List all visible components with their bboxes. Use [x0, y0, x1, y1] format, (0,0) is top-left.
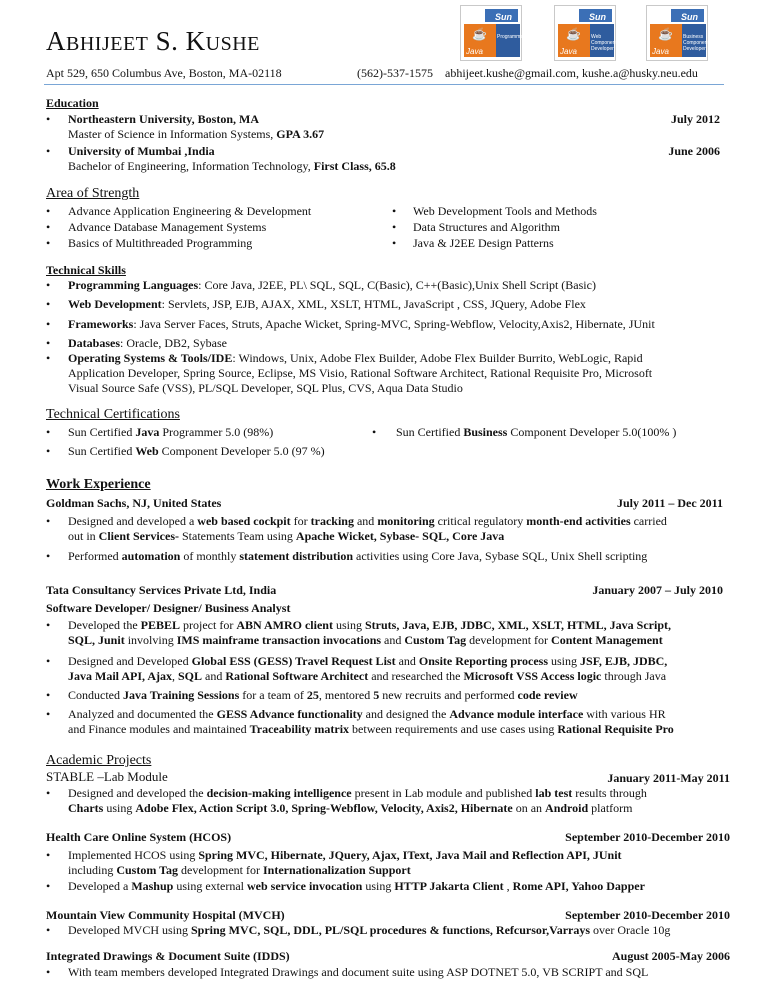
education-heading: Education — [46, 96, 99, 110]
bullet: • — [46, 336, 51, 350]
mvch-bullet: Developed MVCH using Spring MVC, SQL, DDL, PL/SQL procedures & functions, Refcursor,Varrays over Oracle 10g — [68, 923, 671, 937]
idds-date: August 2005-May 2006 — [611, 949, 730, 963]
edu-date-1: July 2012 — [670, 112, 720, 126]
bullet: • — [46, 297, 51, 311]
mvch-title: Mountain View Community Hospital (MVCH) — [46, 908, 285, 922]
skill-os-tools-line3: Visual Source Safe (VSS), PL/SQL Developer, SQL Plus, CVS, Aqua Data Studio — [68, 381, 463, 395]
sun-java-programmer-logo: ☕ Java Sun Programmer — [460, 5, 522, 61]
bullet: • — [46, 204, 51, 218]
bullet: • — [46, 236, 51, 250]
stable-date: January 2011-May 2011 — [607, 771, 730, 785]
bullet: • — [46, 707, 51, 721]
stable-bullet: Designed and developed the decision-making intelligence present in Lab module and published lab test results through — [68, 786, 647, 800]
strength-right-3: Java & J2EE Design Patterns — [413, 236, 554, 250]
certs-heading: Technical Certifications — [46, 407, 180, 422]
bullet: • — [392, 236, 397, 250]
bullet: • — [46, 112, 51, 126]
bullet: • — [46, 618, 51, 632]
bullet: • — [392, 220, 397, 234]
bullet: • — [46, 351, 51, 365]
gs-bullet-2: Performed automation of monthly statement distribution activities using Core Java, Sybase SQL, Unix Shell scripting — [68, 549, 648, 563]
tcs-date: January 2007 – July 2010 — [592, 583, 723, 597]
sun-java-web-component-logo: ☕ Java Sun Web Component Developer — [554, 5, 616, 61]
bullet: • — [46, 278, 51, 292]
address: Apt 529, 650 Columbus Ave, Boston, MA-02118 — [46, 66, 282, 80]
cert-java-programmer: Sun Certified Java Programmer 5.0 (98%) — [68, 425, 274, 439]
mvch-date: September 2010-December 2010 — [565, 908, 730, 922]
bullet: • — [392, 204, 397, 218]
java-cup-icon: ☕ — [566, 27, 581, 41]
strength-right-2: Data Structures and Algorithm — [413, 220, 560, 234]
email: abhijeet.kushe@gmail.com, kushe.a@husky.neu.edu — [445, 66, 698, 80]
bullet: • — [46, 549, 51, 563]
tcs-company: Tata Consultancy Services Private Ltd, India — [46, 583, 277, 597]
tcs-role: Software Developer/ Designer/ Business Analyst — [46, 601, 291, 615]
bullet: • — [46, 220, 51, 234]
bullet: • — [46, 786, 51, 800]
tcs-bullet-2: Designed and Developed Global ESS (GESS) Travel Request List and Onsite Reporting process using JSF, EJB, JDBC, — [68, 654, 668, 668]
bullet: • — [46, 144, 51, 158]
strength-left-3: Basics of Multithreaded Programming — [68, 236, 253, 250]
tcs-bullet-2-line2: Java Mail API, Ajax, SQL and Rational Software Architect and researched the Microsoft VSS Access logic through Java — [68, 669, 667, 683]
gs-date: July 2011 – Dec 2011 — [616, 496, 723, 510]
tcs-bullet-1-line2: SQL, Junit involving IMS mainframe transaction invocations and Custom Tag development for Content Management — [68, 633, 663, 647]
strength-left-2: Advance Database Management Systems — [68, 220, 267, 234]
strength-left-1: Advance Application Engineering & Development — [68, 204, 312, 218]
bullet: • — [46, 923, 51, 937]
strength-heading: Area of Strength — [46, 186, 140, 201]
skill-programming: Programming Languages: Core Java, J2EE, PL\ SQL, SQL, C(Basic), C++(Basic),Unix Shell Script (Basic) — [68, 278, 596, 292]
hcos-bullet-1: Implemented HCOS using Spring MVC, Hibernate, JQuery, Ajax, IText, Java Mail and Reflection API, JUnit — [68, 848, 622, 862]
skill-os-tools: Operating Systems & Tools/IDE: Windows, Unix, Adobe Flex Builder, Adobe Flex Builder Burrito, WebLogic, Rapid — [68, 351, 643, 365]
work-heading: Work Experience — [46, 477, 151, 492]
idds-title: Integrated Drawings & Document Suite (IDDS) — [46, 949, 290, 963]
stable-title: STABLE –Lab Module — [46, 769, 168, 784]
bullet: • — [46, 444, 51, 458]
tcs-bullet-1: Developed the PEBEL project for ABN AMRO client using Struts, Java, EJB, JDBC, XML, XSLT, HTML, Java Script, — [68, 618, 672, 632]
bullet: • — [372, 425, 377, 439]
bullet: • — [46, 879, 51, 893]
skill-os-tools-line2: Application Developer, Spring Source, Eclipse, MS Visio, Rational Software Architect, Rational Requisite Pro, Microsoft — [68, 366, 653, 380]
bullet: • — [46, 688, 51, 702]
gs-bullet-1: Designed and developed a web based cockpit for tracking and monitoring critical regulatory month-end activities carried — [68, 514, 667, 528]
bullet: • — [46, 965, 51, 979]
tcs-bullet-3: Conducted Java Training Sessions for a team of 25, mentored 5 new recruits and performed code review — [68, 688, 578, 702]
cert-web-component: Sun Certified Web Component Developer 5.0 (97 %) — [68, 444, 325, 458]
hcos-title: Health Care Online System (HCOS) — [46, 830, 232, 844]
idds-bullet: With team members developed Integrated Drawings and document suite using ASP DOTNET 5.0, VB SCRIPT and SQL — [68, 965, 649, 979]
hcos-bullet-1-line2: including Custom Tag development for Internationalization Support — [68, 863, 411, 877]
edu-school-1: Northeastern University, Boston, MA — [68, 112, 259, 126]
stable-bullet-line2: Charts using Adobe Flex, Action Script 3.0, Spring-Webflow, Velocity, Axis2, Hibernate on an Android platform — [68, 801, 633, 815]
bullet: • — [46, 425, 51, 439]
edu-date-2: June 2006 — [668, 144, 720, 158]
gs-company: Goldman Sachs, NJ, United States — [46, 496, 222, 510]
cert-business-component: Sun Certified Business Component Developer 5.0(100% ) — [396, 425, 677, 439]
edu-degree-2: Bachelor of Engineering, Information Technology, First Class, 65.8 — [68, 159, 396, 173]
skill-web: Web Development: Servlets, JSP, EJB, AJAX, XML, XSLT, HTML, JavaScript , CSS, JQuery, Adobe Flex — [68, 297, 586, 311]
header-divider — [44, 84, 724, 85]
resume-name: ABHIJEET S. KUSHE — [46, 26, 260, 56]
gs-bullet-1-line2: out in Client Services- Statements Team using Apache Wicket, Sybase- SQL, Core Java — [68, 529, 505, 543]
skill-databases: Databases: Oracle, DB2, Sybase — [68, 336, 227, 350]
edu-school-2: University of Mumbai ,India — [68, 144, 215, 158]
hcos-bullet-2: Developed a Mashup using external web service invocation using HTTP Jakarta Client , Rome API, Yahoo Dapper — [68, 879, 645, 893]
skills-heading: Technical Skills — [46, 263, 126, 277]
hcos-date: September 2010-December 2010 — [565, 830, 730, 844]
bullet: • — [46, 848, 51, 862]
tcs-bullet-4-line2: and Finance modules and maintained Traceability matrix between requirements and use cases using Rational Requisite Pro — [68, 722, 674, 736]
bullet: • — [46, 514, 51, 528]
bullet: • — [46, 317, 51, 331]
java-cup-icon: ☕ — [658, 27, 673, 41]
strength-right-1: Web Development Tools and Methods — [413, 204, 597, 218]
phone: (562)-537-1575 — [357, 66, 433, 80]
academic-heading: Academic Projects — [46, 753, 152, 768]
skill-frameworks: Frameworks: Java Server Faces, Struts, Apache Wicket, Spring-MVC, Spring-Webflow, Velocity,Axis2, Hibernate, JUnit — [68, 317, 655, 331]
edu-degree-1: Master of Science in Information Systems, GPA 3.67 — [68, 127, 325, 141]
tcs-bullet-4: Analyzed and documented the GESS Advance functionality and designed the Advance module interface with various HR — [68, 707, 666, 721]
java-cup-icon: ☕ — [472, 27, 487, 41]
sun-java-business-component-logo: ☕ Java Sun Business Component Developer — [646, 5, 708, 61]
bullet: • — [46, 654, 51, 668]
